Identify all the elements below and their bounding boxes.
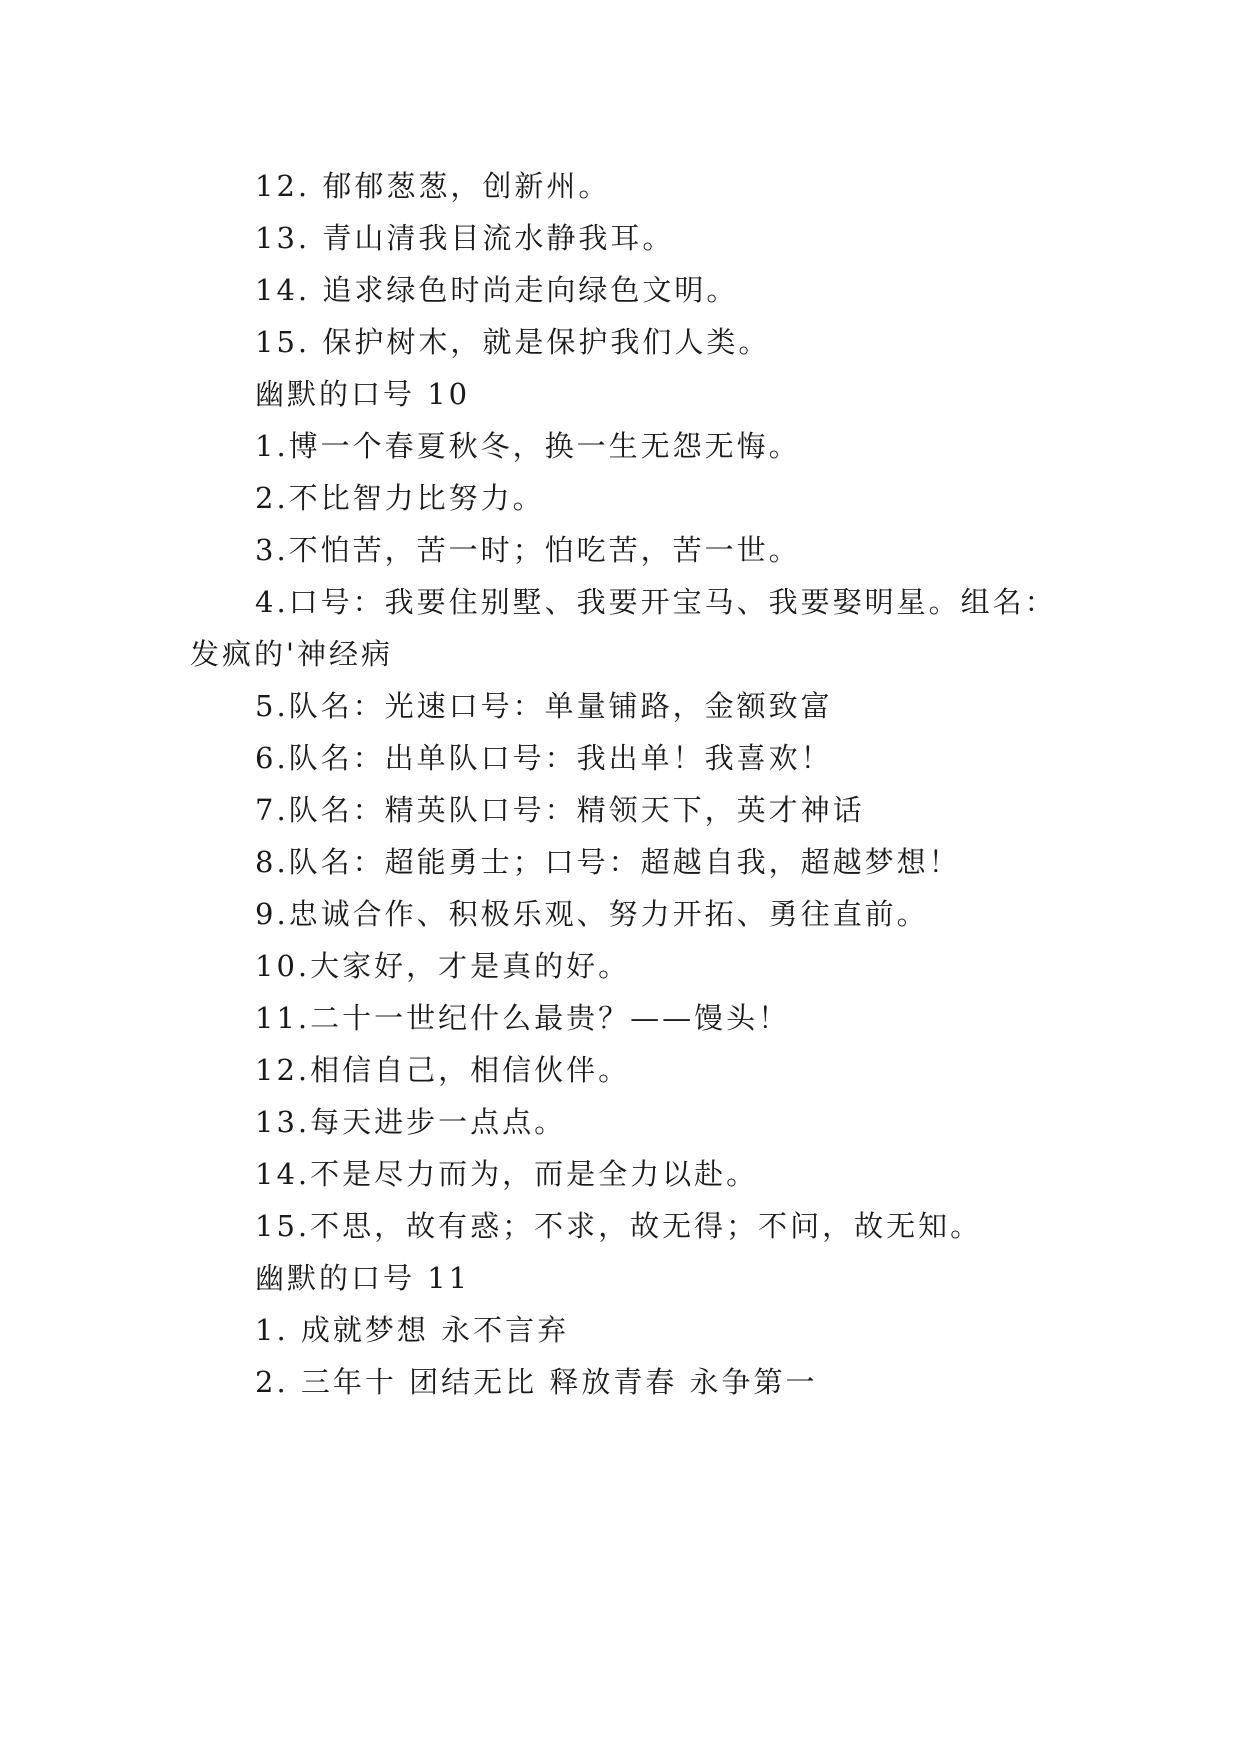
- text-line: 12.相信自己，相信伙伴。: [255, 1053, 631, 1087]
- text-line-continuation: 发疯的'神经病: [190, 637, 393, 671]
- text-line: 13.每天进步一点点。: [255, 1105, 567, 1139]
- text-line: 1.博一个春夏秋冬，换一生无怨无悔。: [255, 429, 801, 463]
- text-line: 13. 青山清我目流水静我耳。: [255, 221, 675, 255]
- text-line: 1. 成就梦想 永不言弃: [255, 1313, 570, 1347]
- text-line: 11.二十一世纪什么最贵？——馒头！: [255, 1001, 791, 1035]
- text-line: 12. 郁郁葱葱，创新州。: [255, 169, 611, 203]
- section-heading: 幽默的口号 11: [255, 1261, 471, 1295]
- text-line: 7.队名：精英队口号：精领天下，英才神话: [255, 793, 865, 827]
- text-line: 2. 三年十 团结无比 释放青春 永争第一: [255, 1365, 818, 1399]
- text-line: 3.不怕苦，苦一时；怕吃苦，苦一世。: [255, 533, 801, 567]
- text-line: 8.队名：超能勇士；口号：超越自我，超越梦想！: [255, 845, 961, 879]
- text-line: 5.队名：光速口号：单量铺路，金额致富: [255, 689, 833, 723]
- text-line: 10.大家好，才是真的好。: [255, 949, 631, 983]
- text-line: 9.忠诚合作、积极乐观、努力开拓、勇往直前。: [255, 897, 929, 931]
- text-line: 4.口号：我要住别墅、我要开宝马、我要娶明星。组名：: [255, 585, 1057, 619]
- text-line: 6.队名：出单队口号：我出单！我喜欢！: [255, 741, 833, 775]
- section-heading: 幽默的口号 10: [255, 377, 471, 411]
- text-line: 2.不比智力比努力。: [255, 481, 545, 515]
- text-line: 15. 保护树木，就是保护我们人类。: [255, 325, 771, 359]
- text-line: 14. 追求绿色时尚走向绿色文明。: [255, 273, 739, 307]
- text-line: 14.不是尽力而为，而是全力以赴。: [255, 1157, 759, 1191]
- text-line: 15.不思，故有惑；不求，故无得；不问，故无知。: [255, 1209, 983, 1243]
